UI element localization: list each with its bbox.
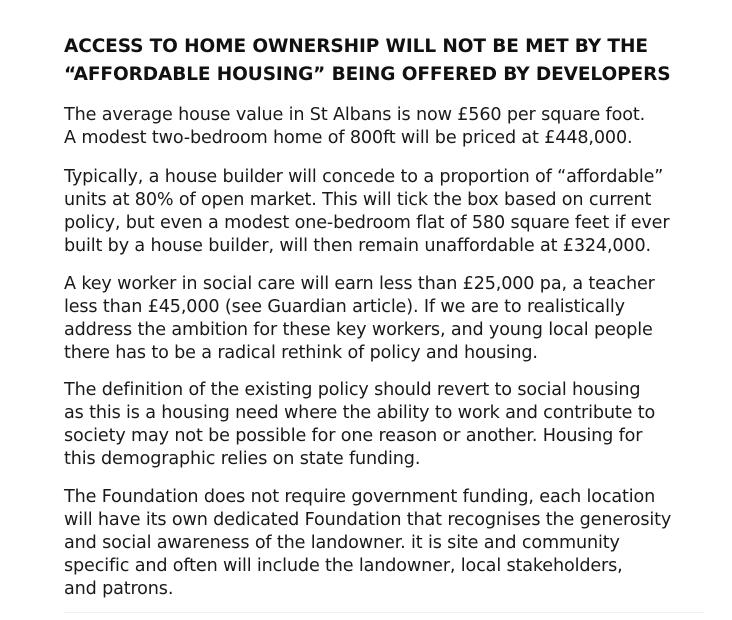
paragraph-house-value xyxy=(64,104,724,150)
paragraph-line: and social awareness of the landowner. it is site and community xyxy=(64,533,620,553)
paragraph-affordable-units xyxy=(64,166,724,258)
paragraph-line: Typically, a house builder will concede to a proportion of “affordable” xyxy=(64,167,664,187)
paragraph-line: The definition of the existing policy should revert to social housing xyxy=(64,380,641,400)
paragraph-line: address the ambition for these key workers, and young local people xyxy=(64,320,653,340)
paragraph-line: there has to be a radical rethink of policy and housing. xyxy=(64,343,538,363)
headline xyxy=(64,33,714,89)
paragraph-line: A modest two-bedroom home of 800ft will be priced at £448,000. xyxy=(64,128,633,148)
paragraph-line: will have its own dedicated Foundation that recognises the generosity xyxy=(64,510,672,530)
paragraph-line: this demographic relies on state funding. xyxy=(64,449,421,469)
paragraph-line: less than £45,000 (see Guardian article). If we are to realistically xyxy=(64,297,625,317)
page-bottom-divider xyxy=(64,612,704,613)
paragraph-line: built by a house builder, will then remain unaffordable at £324,000. xyxy=(64,236,651,256)
paragraph-line: policy, but even a modest one-bedroom flat of 580 square feet if ever xyxy=(64,213,670,233)
paragraph-line: A key worker in social care will earn less than £25,000 pa, a teacher xyxy=(64,274,655,294)
headline-line-2: “AFFORDABLE HOUSING” BEING OFFERED BY DEVELOPERS xyxy=(64,64,671,85)
paragraph-line: and patrons. xyxy=(64,579,174,599)
paragraph-policy-definition xyxy=(64,379,724,471)
paragraph-line: The average house value in St Albans is now £560 per square foot. xyxy=(64,105,646,125)
paragraph-line: units at 80% of open market. This will tick the box based on current xyxy=(64,190,652,210)
paragraph-line: as this is a housing need where the ability to work and contribute to xyxy=(64,403,656,423)
paragraph-key-workers xyxy=(64,273,724,365)
paragraph-line: society may not be possible for one reason or another. Housing for xyxy=(64,426,643,446)
headline-line-1: ACCESS TO HOME OWNERSHIP WILL NOT BE MET BY THE xyxy=(64,36,648,57)
paragraph-line: The Foundation does not require government funding, each location xyxy=(64,487,656,507)
paragraph-foundation xyxy=(64,486,724,601)
paragraph-line: specific and often will include the landowner, local stakeholders, xyxy=(64,556,623,576)
